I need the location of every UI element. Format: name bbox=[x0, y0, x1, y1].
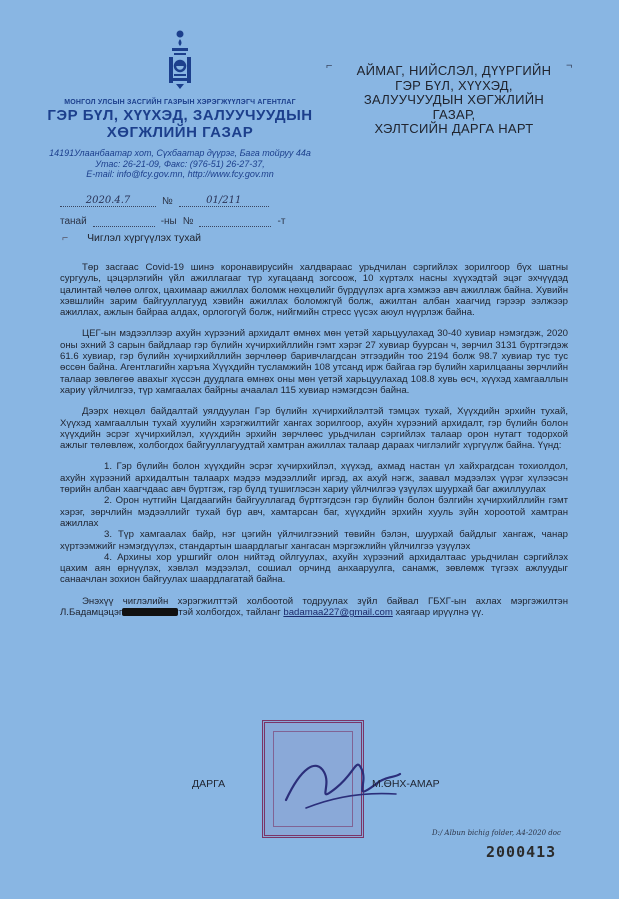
number-label: № bbox=[162, 196, 173, 207]
your-ref-label: танай bbox=[60, 216, 87, 227]
closing-start: Энэхүү чиглэлийн хэрэгжилттэй холбоотой тодруулах зүйл байвал ГБХГ-ын ахлах мэргэжилтэн Л.Бадамцэцэг bbox=[60, 595, 568, 619]
recipient-block bbox=[344, 64, 564, 137]
body-paragraph-2: ЦЕГ-ын мэдээллээр ахуйн хүрээний архидалт өмнөх мөн үетэй харьцуулахад 30-40 хувиар нэмэгдэж, 2020 оны эхний 3 сарын байдлаар гэр бүлийн хүчирхийллийн гэмт хэрэг 27 хувиар буурсан ч, зөрчил 3131 бүртгэгдэж 61.6 хувиар, гэр бүлийн хүчирхийллийн зөрчлөөр баривчлагдсан этгээдийн тоо 2194 болж 98.7 хувиар тус тус өссөн байна. Агентлагийн харъяа Хүүхдийн тусламжийн 108 утсанд ирж байгаа гэр бүлийн харилцааны зөрчлийн талаар зөвлөгөө авахыг хүссэн дуудлага өмнөх оны мөн үетэй харьцуулахад 108.8 хувь өсч, хүүхэд хамгааллын хариу үйлчилгээ, түр хамгаалах байрны ачаалал 115 хувиар нэмэгдсэн байна. bbox=[60, 328, 568, 396]
director-title: ДАРГА bbox=[192, 778, 226, 790]
agency-name-line2: ХӨГЖЛИЙН ГАЗАР bbox=[106, 124, 254, 141]
date-field bbox=[60, 195, 156, 207]
number-handwritten: 01/211 bbox=[206, 195, 242, 206]
your-ref-number-field bbox=[199, 215, 271, 227]
your-ref-no-label: № bbox=[182, 216, 194, 227]
closing-paragraph bbox=[60, 596, 568, 619]
agency-header bbox=[40, 28, 320, 180]
your-ref-date-field bbox=[93, 215, 155, 227]
date-handwritten: 2020.4.7 bbox=[85, 195, 131, 206]
agency-phones: Утас: 26-21-09, Факс: (976-51) 26-27-37, bbox=[95, 158, 265, 169]
redaction-mark bbox=[122, 608, 178, 616]
recipient-line3: ЗАЛУУЧУУДЫН ХӨГЖЛИЙН ГАЗАР, bbox=[363, 92, 545, 122]
date-number-row bbox=[60, 193, 320, 207]
contact-email-link[interactable]: badamaa227@gmail.com bbox=[283, 607, 393, 619]
recipient-line4: ХЭЛТСИЙН ДАРГА НАРТ bbox=[374, 121, 534, 136]
agency-contact bbox=[40, 148, 320, 180]
directive-item-1: 1. Гэр бүлийн болон хүүхдийн эсрэг хүчирхийлэл, хүүхэд, ахмад настан үл хайхрагдсан тохиолдол, ахуйн хүрээний архидалтын талаарх мэдээ мэдээллийг иргэд, ах ахуй нэгж, заавал мэдээлэх үүрэг хүлээсэн төрийн албан хаагчдаас авч бүртгэж, гэр бүлд тушиглэсэн хариу үйлчилгээ үзүүлэх шуурхай баг ажиллуулах bbox=[60, 461, 568, 496]
recipient-line1: АЙМАГ, НИЙСЛЭЛ, ДҮҮРГИЙН bbox=[356, 63, 552, 78]
closing-end: хаягаар ирүүлнэ үү. bbox=[395, 607, 484, 619]
reference-block bbox=[60, 193, 320, 227]
letter-body bbox=[60, 262, 568, 628]
government-line: МОНГОЛ УЛСЫН ЗАСГИЙН ГАЗРЫН ХЭРЭГЖҮҮЛЭГЧ АГЕНТЛАГ bbox=[64, 99, 296, 106]
agency-email-web: E-mail: info@fcy.gov.mn, http://www.fcy.gov.mn bbox=[86, 169, 274, 179]
directive-item-4: 4. Архины хор уршгийг олон нийтэд ойлгуулах, ахуйн хүрээний архидалтаас урьдчилан сэргийлэх цахим аян өрнүүлэх, хэвлэл мэдээлэл, сошиал орчинд анхааруулга, санамж, зөвлөмж түгээх ажлуудыг санаачлан зохион байгуулах шаардлагатай байна. bbox=[60, 551, 568, 586]
your-ref-row bbox=[60, 213, 320, 227]
directive-item-3: 3. Түр хамгаалах байр, нэг цэгийн үйлчилгээний төвийн бэлэн, шуурхай байдлыг хангаж, чанар хүртээмжийг нэмэгдүүлэх, стандартын шаардлагыг хангасан мэргэжлийн үйлчилгээ үзүүлэх bbox=[60, 529, 568, 552]
closing-mid: тэй холбогдох, тайланг bbox=[178, 607, 281, 619]
your-ref-ny-label: -ны bbox=[160, 216, 177, 227]
your-ref-t-label: -т bbox=[277, 216, 286, 227]
agency-address: 14191Улаанбаатар хот, Сүхбаатар дүүрэг, Бага тойруу 44а bbox=[49, 148, 311, 158]
subject-mark: ⌐ bbox=[62, 232, 69, 244]
recipient-line2: ГЭР БҮЛ, ХҮҮХЭД, bbox=[395, 77, 513, 93]
corner-mark-left: ⌐ bbox=[326, 60, 333, 72]
subject-line bbox=[62, 232, 201, 244]
soyombo-emblem-icon bbox=[165, 28, 195, 90]
body-paragraph-1: Төр засгаас Covid-19 шинэ коронавирусийн халдвараас урьдчилан сэргийлэх зорилгоор бүх шатны сургууль, цэцэрлэгийн үйл ажиллагааг түр хугацаанд зогсоож, 10 хүртэлх насны хүүхэдтэй эцэг эхчүүдэд цалинтай чөлөө олгох, цахимаар ажиллах боломж нөхцөлийг бүрдүүлэх арга хэмжээ авч ажиллаж байна. Хувийн хэвшлийн зарим байгууллагууд хэвийн ажиллах боломжгүй болж, ажилтан албан хаагчид гэрээр ээлжээр ажиллах, ажлын байраа алдах, орлогогүй болж, нийгмийн стресс үүсэх аюул нүүрлэж байна. bbox=[60, 262, 568, 319]
number-field bbox=[179, 195, 269, 207]
agency-name-line1: ГЭР БҮЛ, ХҮҮХЭД, ЗАЛУУЧУУДЫН bbox=[47, 107, 313, 124]
file-path-note: D:/ Albun bichig folder, A4-2020 doc bbox=[432, 829, 561, 837]
director-name: М.ӨНХ-АМАР bbox=[372, 778, 440, 790]
body-paragraph-3: Дээрх нөхцөл байдалтай уялдуулан Гэр бүлийн хүчирхийлэлтэй тэмцэх тухай, Хүүхдийн эрхийн тухай, Хүүхэд хамгааллын тухай хуулийн хэрэгжилтийг хангах зорилгоор, ахуйн хүрээний архидалт, гэр бүлийн болон хүүхдийн эсрэг хүчирхийлэл, хүүхдийн эрхийн зөрчлөөс урьдчилан сэргийлэх талаар орон нутагт тодорхой ажлыг төлөвлөж, холбогдох байгууллагуудтай хамтран ажиллах талаар дараах чиглэлийг хүргүүлж байна. Үүнд: bbox=[60, 406, 568, 452]
registration-number: 2000413 bbox=[486, 843, 557, 861]
directive-item-2: 2. Орон нутгийн Цагдаагийн байгууллагад бүртгэгдсэн гэр бүлийн болон бэлгийн хүчирхийллийн гэмт хэрэг, зөрчлийн мэдээллийг тухай бүр авч, хамтарсан баг, хүүхдийн эрхийн хууль зүйн хороотой хамтран ажиллах bbox=[60, 495, 568, 529]
subject-text: Чиглэл хүргүүлэх тухай bbox=[87, 232, 202, 244]
corner-mark-right: ¬ bbox=[566, 60, 573, 72]
